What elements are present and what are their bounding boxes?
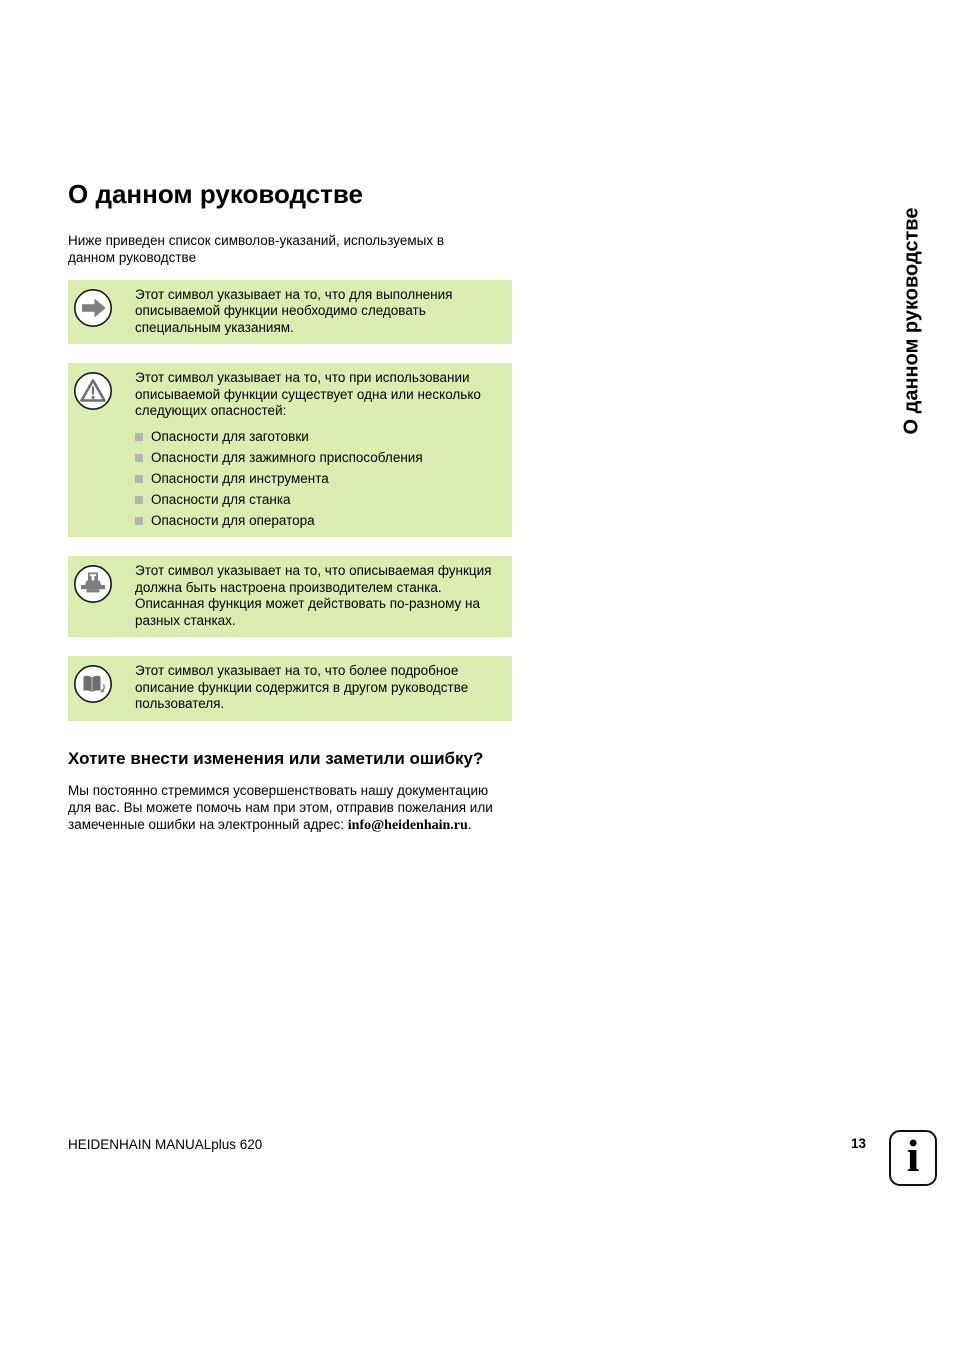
callout-text: Этот символ указывает на то, что более подробное описание функции содержится в другом руководстве пользователя. (135, 663, 469, 712)
feedback-email: info@heidenhain.ru (347, 818, 468, 834)
page-title: О данном руководстве (68, 179, 364, 209)
callout-machine-dependent (68, 556, 512, 637)
bullet-square-icon (135, 496, 143, 504)
chapter-tab-label: О данном руководстве (900, 207, 923, 435)
info-icon (889, 1130, 937, 1186)
callout-body (135, 370, 503, 529)
list-item (135, 450, 503, 467)
page-number: 13 (850, 1136, 866, 1151)
bullet-square-icon (135, 454, 143, 462)
intro-text: Ниже приведен список символов-указаний, используемых в данном руководстве (68, 232, 445, 265)
hazard-label: Опасности для зажимного приспособления (151, 449, 423, 465)
bullet-square-icon (135, 433, 143, 441)
callout-text: Этот символ указывает на то, что описываемая функция должна быть настроена производителем станка. Описанная функция может действовать по-разному на разных станках. (135, 563, 492, 628)
hazard-label: Опасности для оператора (151, 512, 315, 528)
footer-document-name: HEIDENHAIN MANUALplus 620 (68, 1137, 263, 1152)
feedback-body (68, 782, 508, 834)
hazard-label: Опасности для инструмента (151, 470, 329, 486)
feedback-suffix: . (467, 817, 472, 833)
machine-icon (73, 564, 113, 604)
feedback-heading: Хотите внести изменения или заметили ошибку? (68, 748, 484, 768)
open-book-icon (73, 664, 113, 704)
bullet-square-icon (135, 517, 143, 525)
callout-body (135, 287, 503, 337)
hazard-label: Опасности для станка (151, 491, 291, 507)
warning-triangle-icon (73, 371, 113, 411)
arrow-right-icon (73, 288, 113, 328)
callout-text: Этот символ указывает на то, что для выполнения описываемой функции необходимо следовать специальным указаниям. (135, 286, 453, 335)
callout-body (135, 663, 503, 713)
hazard-label: Опасности для заготовки (151, 428, 309, 444)
list-item (135, 429, 503, 446)
callout-special-instructions (68, 280, 512, 345)
callout-hazards (68, 363, 512, 537)
callout-other-manual (68, 656, 512, 721)
list-item (135, 492, 503, 509)
bullet-square-icon (135, 475, 143, 483)
callout-body (135, 563, 503, 629)
content-column (68, 180, 512, 834)
info-icon-glyph: i (906, 1130, 920, 1181)
list-item (135, 471, 503, 488)
list-item (135, 513, 503, 530)
hazard-list (135, 429, 503, 530)
callout-text: Этот символ указывает на то, что при использовании описываемой функции существует одна или несколько следующих опасностей: (135, 370, 481, 419)
feedback-text: Мы постоянно стремимся усовершенствовать нашу документацию для вас. Вы можете помочь нам при этом, отправив пожелания или замеченные ошибки на электронный адрес: (68, 783, 493, 833)
